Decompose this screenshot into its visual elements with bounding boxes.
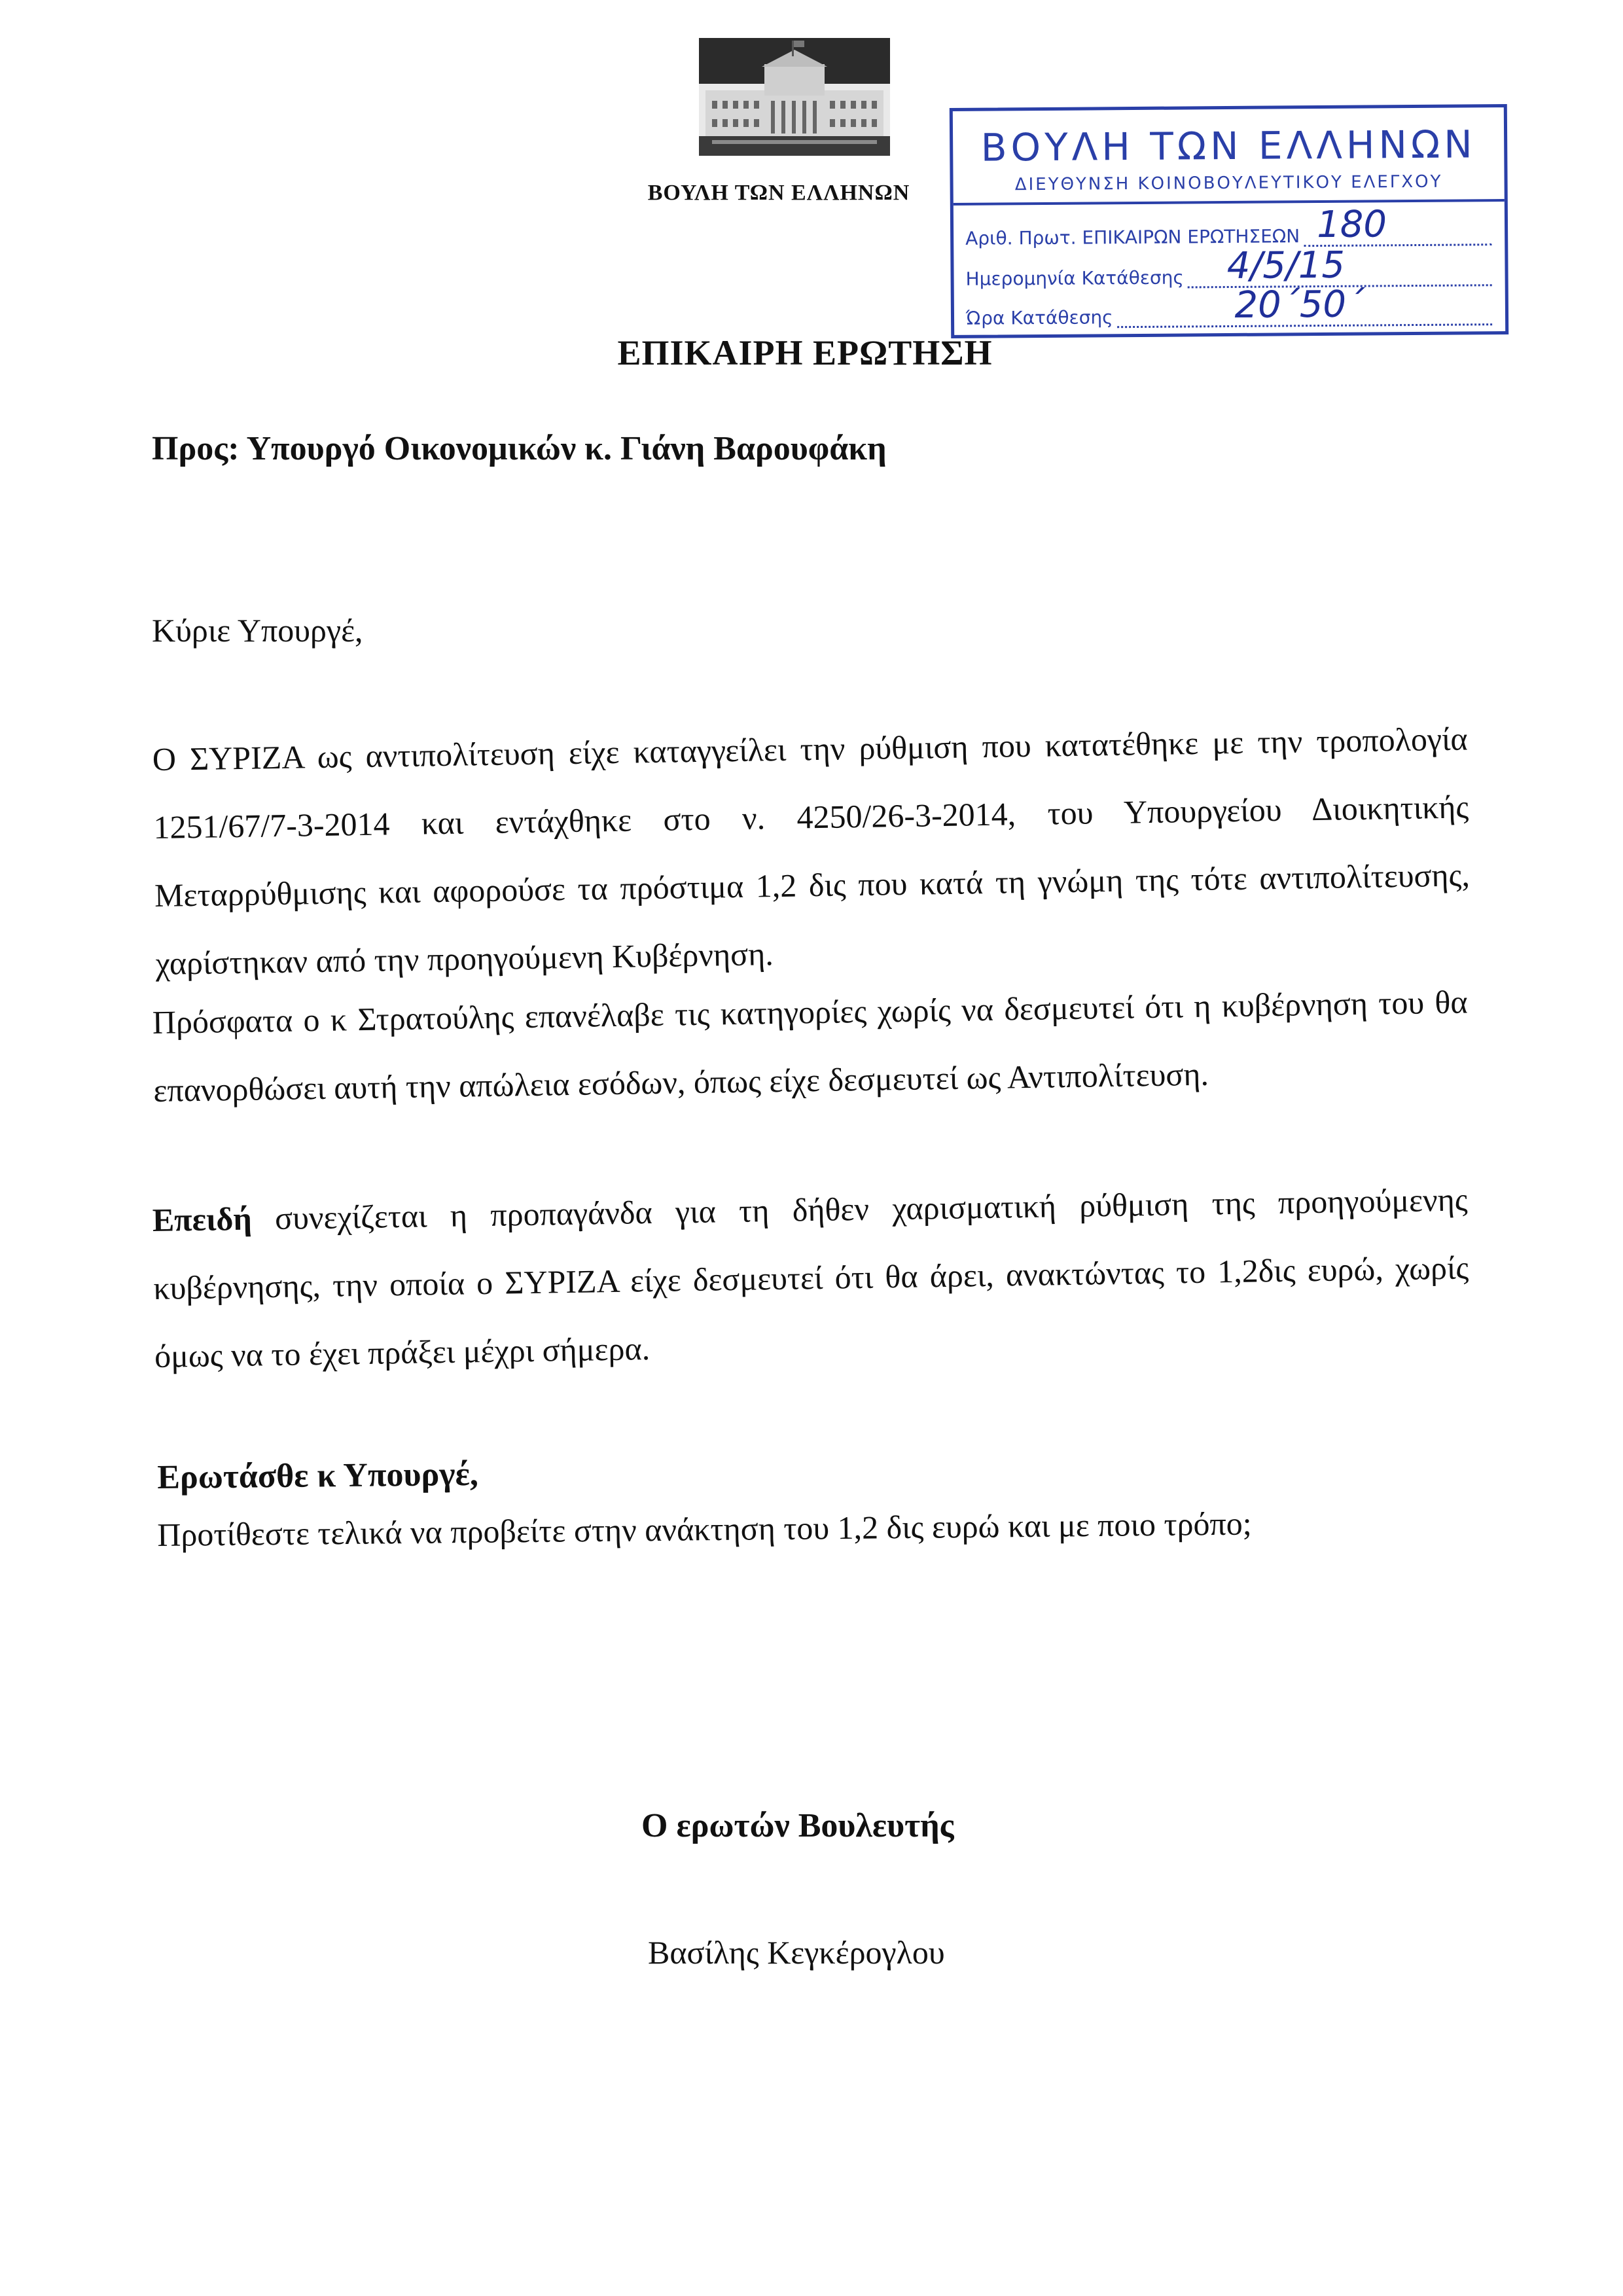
paragraph-3-rest: συνεχίζεται η προπαγάνδα για τη δήθεν χαρισματική ρύθμιση της προηγούμενης κυβέρνησης, την οποία ο ΣΥΡΙΖΑ είχε δεσμευτεί ότι θα άρει, ανακτώντας το 1,2δις ευρώ, χωρίς όμως να το έχει πράξει μέχρι σήμερα. — [153, 1181, 1469, 1374]
paragraph-1: Ο ΣΥΡΙΖΑ ως αντιπολίτευση είχε καταγγείλει την ρύθμιση που κατατέθηκε με την τροπολογία 1251/67/7-3-2014 και εντάχθηκε στο ν. 4250/26-3-2014, του Υπουργείου Διοικητικής Μεταρρύθμισης και αφορούσε τα πρόστιμα 1,2 δις που κατά τη γνώμη της τότε αντιπολίτευσης, χαρίστηκαν από την προηγούμενη Κυβέρνηση. — [152, 720, 1471, 982]
stamp-time-value: 20΄50΄ — [1234, 283, 1365, 327]
signature-name: Βασίλης Κεγκέρογλου — [648, 1934, 945, 1971]
recipient-line: Προς: Υπουργό Οικονομικών κ. Γιάνη Βαρουφάκη — [152, 430, 887, 467]
document-title: ΕΠΙΚΑΙΡΗ ΕΡΩΤΗΣΗ — [617, 333, 993, 372]
registration-stamp — [950, 104, 1508, 338]
parliament-logo — [699, 38, 890, 156]
logo-caption: ΒΟΥΛΗ ΤΩΝ ΕΛΛΗΝΩΝ — [647, 181, 910, 205]
question-heading: Ερωτάσθε κ Υπουργέ, — [157, 1455, 479, 1496]
stamp-date-label: Ημερομηνία Κατάθεσης — [965, 266, 1184, 290]
stamp-protocol-label: Αριθ. Πρωτ. ΕΠΙΚΑΙΡΩΝ ΕΡΩΤΗΣΕΩΝ — [965, 225, 1300, 249]
paragraph-3 — [152, 1165, 1471, 1390]
stamp-time-line — [1116, 283, 1492, 328]
stamp-divider — [954, 199, 1505, 206]
paragraph-3-lead: Επειδή — [152, 1200, 253, 1238]
paragraph-2: Πρόσφατα ο κ Στρατούλης επανέλαβε τις κατηγορίες χωρίς να δεσμευτεί ότι η κυβέρνηση του θα επανορθώσει αυτή την απώλεια εσόδων, όπως είχε δεσμευτεί ως Αντιπολίτευση. — [152, 983, 1469, 1109]
salutation: Κύριε Υπουργέ, — [152, 612, 363, 649]
stamp-date-row — [965, 243, 1491, 290]
stamp-time-row — [965, 283, 1492, 329]
stamp-time-label: Ώρα Κατάθεσης — [965, 306, 1113, 329]
stamp-protocol-value: 180 — [1316, 203, 1387, 247]
stamp-date-value: 4/5/15 — [1226, 243, 1346, 288]
signature-role: Ο ερωτών Βουλευτής — [641, 1807, 954, 1844]
stamp-title: ΒΟΥΛΗ ΤΩΝ ΕΛΛΗΝΩΝ — [980, 122, 1476, 170]
question-text: Προτίθεστε τελικά να προβείτε στην ανάκτηση του 1,2 δις ευρώ και με ποιο τρόπο; — [157, 1505, 1252, 1553]
stamp-subtitle: ΔΙΕΥΘΥΝΣΗ ΚΟΙΝΟΒΟΥΛΕΥΤΙΚΟΥ ΕΛΕΓΧΟΥ — [1014, 171, 1443, 195]
